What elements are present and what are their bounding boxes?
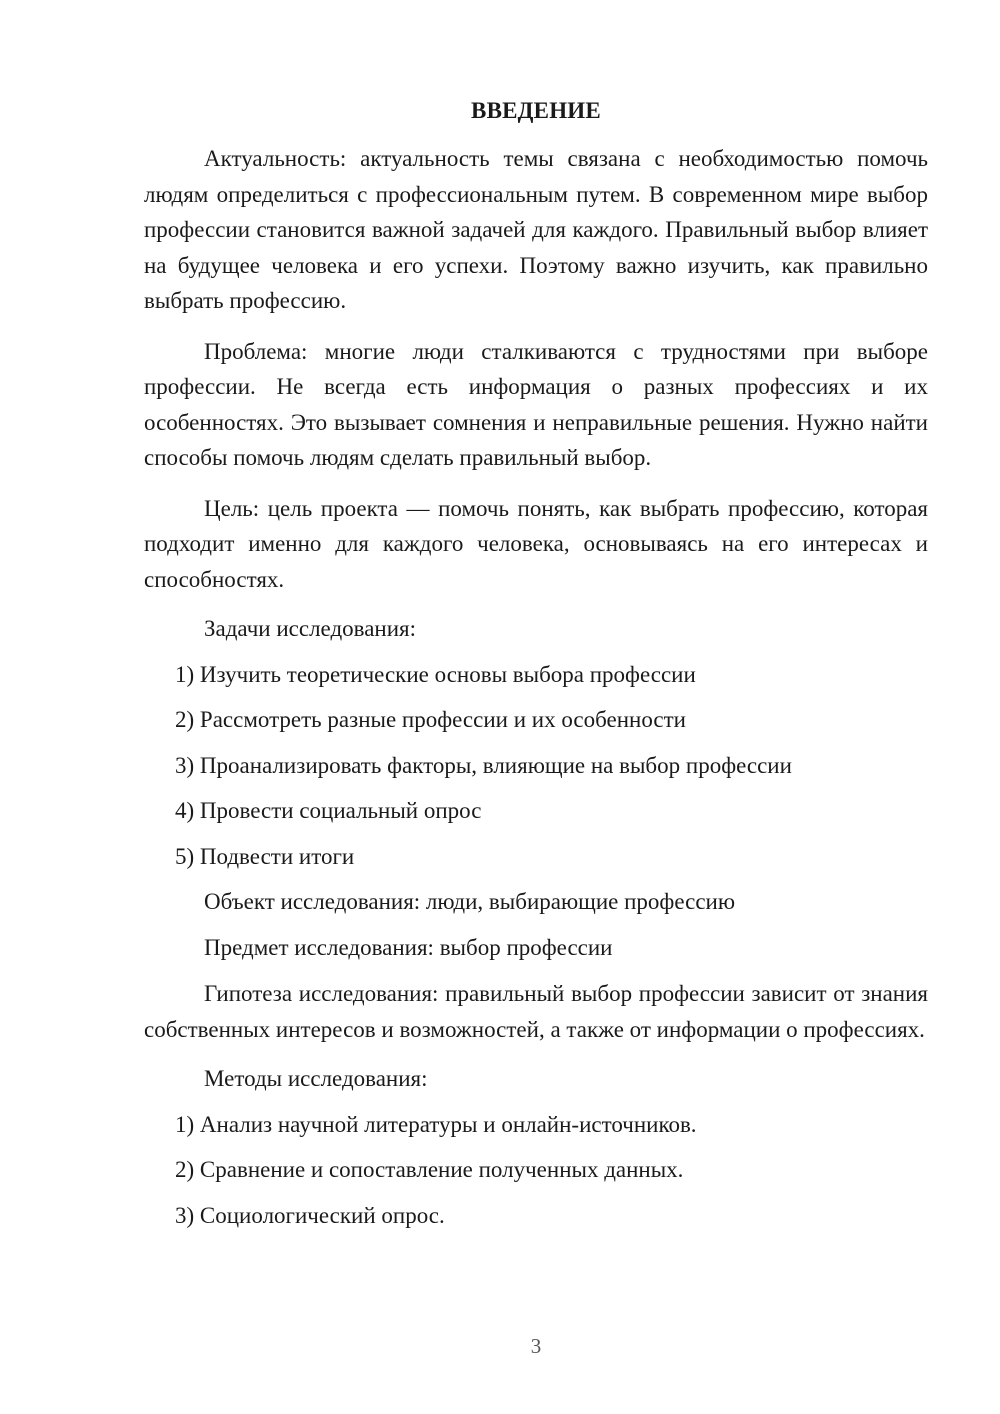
list-item: 4) Провести социальный опрос [175,798,482,823]
paragraph-goal: Цель: цель проекта — помочь понять, как выбрать профессию, которая подходит именно для каждого человека, основываясь на его интересах и способностях. [144,495,928,592]
paragraph-relevance: Актуальность: актуальность темы связана с необходимостью помочь людям определиться с профессиональным путем. В современном мире выбор профессии становится важной задачей для каждого. Правильный выбор влияет на будущее человека и его успехи. Поэтому важно изучить, как правильно выбрать профессию. [144,146,928,313]
research-object: Объект исследования: люди, выбирающие профессию [204,889,736,914]
section-title: ВВЕДЕНИЕ [471,98,601,123]
list-item: 3) Проанализировать факторы, влияющие на выбор профессии [175,752,792,778]
list-item: 2) Сравнение и сопоставление полученных данных. [175,1157,684,1182]
tasks-heading: Задачи исследования: [204,616,417,641]
methods-list [144,1108,928,1234]
tasks-list [144,658,928,875]
list-item: 5) Подвести итоги [175,843,355,869]
list-item: 1) Анализ научной литературы и онлайн-источников. [175,1111,697,1137]
paragraph-problem: Проблема: многие люди сталкиваются с трудностями при выборе профессии. Не всегда есть информация о разных профессиях и их особенностях. Это вызывает сомнения и неправильные решения. Нужно найти способы помочь людям сделать правильный выбор. [144,338,928,470]
list-item: 1) Изучить теоретические основы выбора профессии [175,661,696,687]
page-content [144,94,928,1244]
list-item: 2) Рассмотреть разные профессии и их особенности [175,707,686,732]
methods-heading: Методы исследования: [204,1066,428,1091]
page-number: 3 [530,1334,542,1358]
list-item: 3) Социологический опрос. [175,1202,445,1228]
research-subject: Предмет исследования: выбор профессии [204,934,613,960]
paragraph-hypothesis: Гипотеза исследования: правильный выбор профессии зависит от знания собственных интересов и возможностей, а также от информации о профессиях. [144,981,928,1042]
